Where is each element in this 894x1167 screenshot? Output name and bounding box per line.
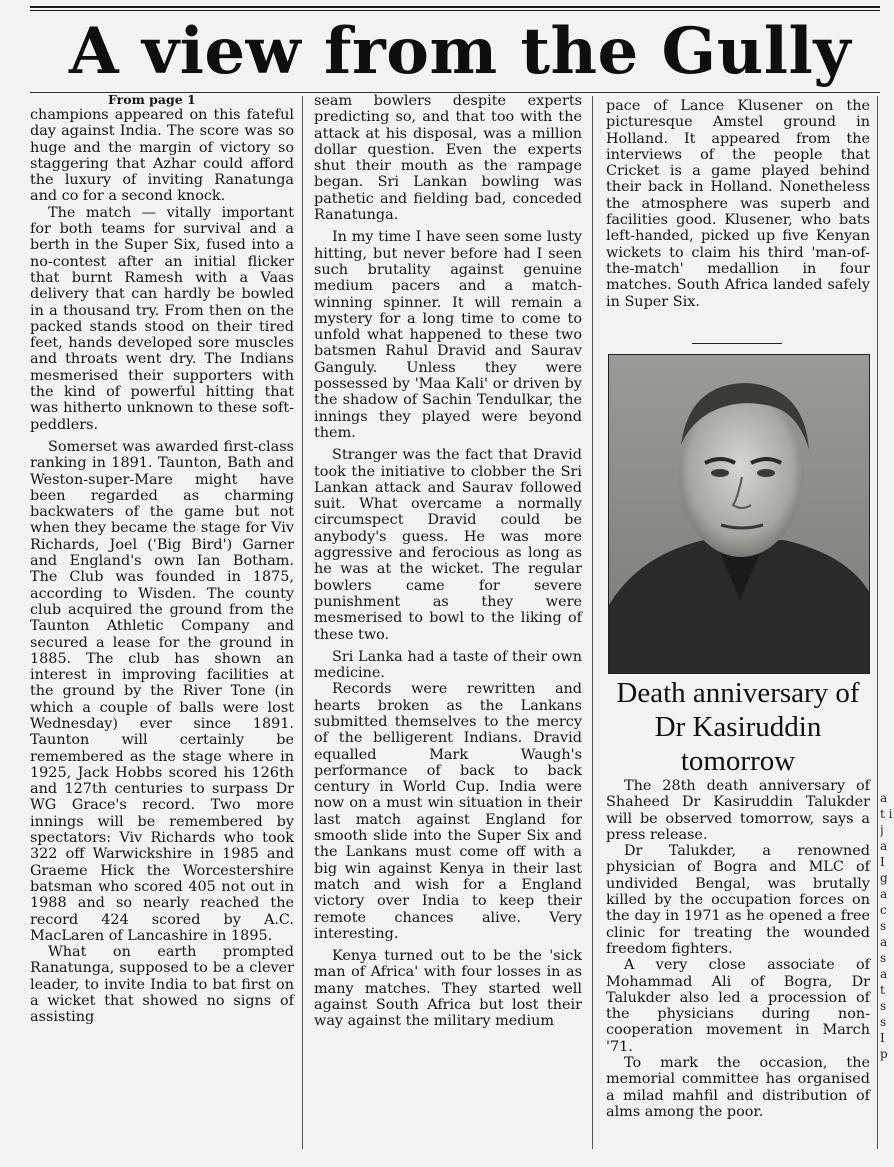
article-column-3 [606, 98, 870, 310]
paragraph: To mark the occasion, the memorial committee has organised a milad mahfil and distribution of alms among the poor. [606, 1055, 870, 1120]
paragraph: The 28th death anniversary of Shaheed Dr Kasiruddin Talukder will be observed tomorrow, says a press release. [606, 778, 870, 843]
paragraph: seam bowlers despite experts predicting so, and that too with the attack at his disposal, was a million dollar question. Even the experts shut their mouth as the rampage began. Sri Lankan bowling was pathetic and fielding bad, conceded Ranatunga. [314, 93, 582, 224]
sidebar-article [606, 778, 870, 1120]
paragraph: Dr Talukder, a renowned physician of Bogra and MLC of undivided Bengal, was brutally killed by the occupation forces on the day in 1971 as he opened a free clinic for treating the wounded freedom fighters. [606, 843, 870, 957]
paragraph: Records were rewritten and hearts broken as the Lankans submitted themselves to the mercy of the belligerent Indians. Dravid equalled Mark Waugh's performance of back to back century in World Cup. India were now on a must win situation in their last match against England for smooth slide into the Super Six and the Lankans must come off with a big win against Kenya in their last match and wish for a England victory over India to keep their remote chances alive. Very interesting. [314, 681, 582, 942]
jump-line: From page 1 [108, 92, 196, 107]
top-rule-thin [30, 10, 880, 11]
column-rule [877, 96, 878, 1149]
paragraph: Somerset was awarded first-class ranking in 1891. Taunton, Bath and Weston-super-Mare might have been regarded as charming backwaters of the game but not when they became the stage for Viv Richards, Joel ('Big Bird') Garner and England's own Ian Botham. The Club was founded in 1875, according to Wisden. The county club acquired the ground from the Taunton Athletic Company and secured a lease for the ground in 1885. The club has shown an interest in improving facilities at the ground by the River Tone (in which a couple of balls were lost Wednesday) ever since 1891. Taunton will certainly be remembered as the stage where in 1925, Jack Hobbs scored his 126th and 127th centuries to surpass Dr WG Grace's record. Two more innings will be remembered by spectators: Viv Richards who took 322 off Warwickshire in 1985 and Graeme Hick the Worcestershire batsman who scored 405 not out in 1988 and so nearly reached the record 424 scored by A.C. MacLaren of Lancashire in 1895. [30, 438, 294, 944]
column-rule [592, 96, 593, 1149]
paragraph: Kenya turned out to be the 'sick man of Africa' with four losses in as many matches. They started well against South Africa but lost their way against the military medium [314, 948, 582, 1030]
headline: A view from the Gully [68, 14, 852, 89]
sidebar-headline: Death anniversary of Dr Kasiruddin tomorrow [616, 677, 860, 777]
article-column-1 [30, 92, 294, 1026]
paragraph: Sri Lanka had a taste of their own medicine. [314, 648, 582, 682]
paragraph: A very close associate of Mohammad Ali of Bogra, Dr Talukder also led a procession of the physicians during non-cooperation movement in March '71. [606, 957, 870, 1055]
column-rule [302, 96, 303, 1149]
article-column-2 [314, 93, 582, 1030]
paragraph: The match — vitally important for both teams for survival and a berth in the Super Six, fused into a no-contest after an initial flicker that burnt Ramesh with a Vaas delivery that can hardly be bowled in a thousand try. From then on the packed stands stood on their tired feet, hands developed sore muscles and throats went dry. The Indians mesmerised their supporters with the kind of powerful hitting that was hitherto unknown to these soft-peddlers. [30, 204, 294, 433]
paragraph: In my time I have seen some lusty hitting, but never before had I seen such brutality against genuine medium pacers and a match-winning spinner. It will remain a mystery for a long time to come to unfold what happened to these two batsmen Rahul Dravid and Saurav Ganguly. Unless they were possessed by 'Maa Kali' or driven by the shadow of Sachin Tendulkar, the innings they played were beyond them. [314, 229, 582, 441]
paragraph: pace of Lance Klusener on the picturesque Amstel ground in Holland. It appeared from the interviews of the people that Cricket is a game played behind their back in Holland. Nonetheless the atmosphere was superb and facilities good. Klusener, who bats left-handed, picked up five Kenyan wickets to claim his third 'man-of-the-match' medallion in four matches. South Africa landed safely in Super Six. [606, 98, 870, 310]
adjacent-column-fragment: a t i j a I g a c s a s a t s s I p [880, 791, 893, 1061]
portrait-illustration [609, 355, 870, 674]
paragraph: champions appeared on this fateful day against India. The score was so huge and the margin of victory so staggering that Azhar could afford the luxury of inviting Ranatunga and co for a second knock. [30, 107, 294, 205]
paragraph: Stranger was the fact that Dravid took the initiative to clobber the Sri Lankan attack and Saurav followed suit. What overcame a normally circumspect Dravid could be anybody's guess. He was more aggressive and ferocious as long as he was at the wicket. The regular bowlers came for severe punishment as they were mesmerised to bowl to the liking of these two. [314, 447, 582, 643]
portrait-photo [608, 354, 870, 674]
section-divider [692, 343, 782, 344]
paragraph: What on earth prompted Ranatunga, supposed to be a clever leader, to invite India to bat first on a wicket that showed no signs of assisting [30, 944, 294, 1026]
top-rule [30, 6, 880, 8]
